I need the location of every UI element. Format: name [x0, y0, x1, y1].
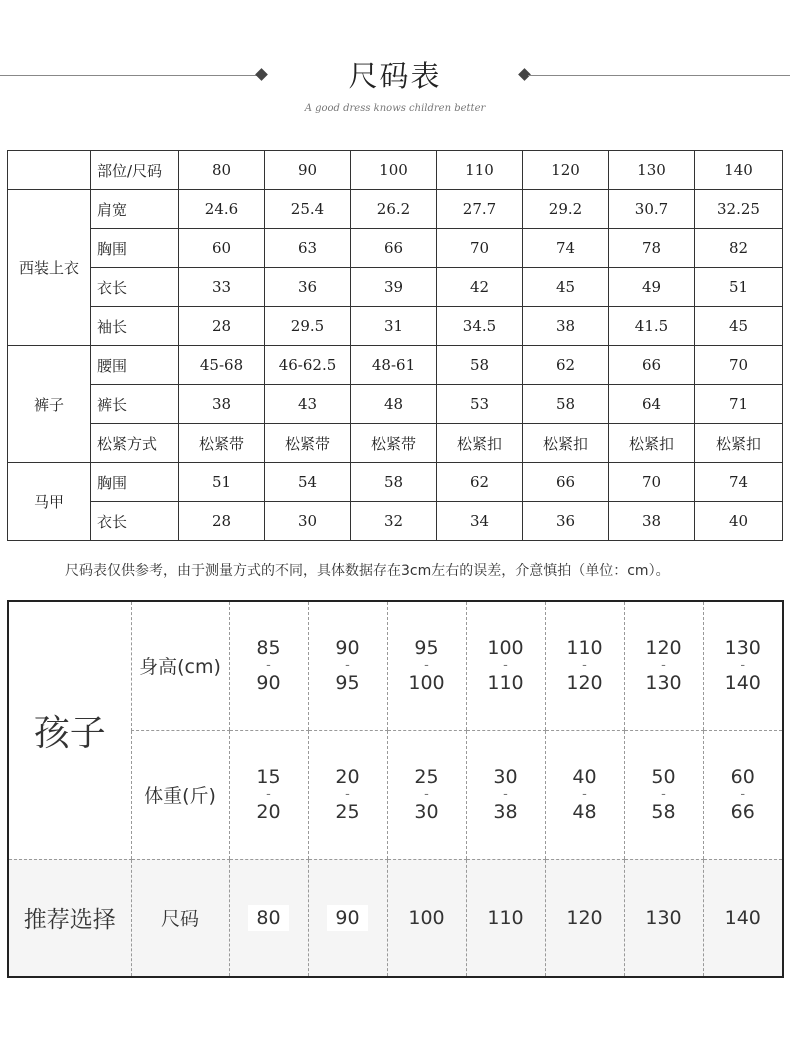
range-start: 130 — [724, 636, 761, 659]
weight-cell — [308, 730, 387, 859]
height-cell — [703, 601, 783, 730]
range-dash: - — [503, 786, 508, 802]
value-cell: 34 — [437, 502, 523, 541]
range-start: 110 — [566, 636, 603, 659]
value-cell: 松紧扣 — [609, 424, 695, 463]
range-start: 90 — [335, 636, 360, 659]
range-end: 30 — [414, 800, 439, 823]
value-cell: 62 — [523, 346, 609, 385]
value-cell: 66 — [609, 346, 695, 385]
value-cell: 松紧扣 — [695, 424, 783, 463]
value-cell: 松紧带 — [351, 424, 437, 463]
value-cell: 松紧带 — [265, 424, 351, 463]
value-cell: 31 — [351, 307, 437, 346]
value-cell: 38 — [523, 307, 609, 346]
weight-cell — [466, 730, 545, 859]
value-cell: 27.7 — [437, 190, 523, 229]
range-start: 40 — [572, 765, 597, 788]
size-table — [7, 150, 783, 541]
value-cell: 24.6 — [179, 190, 265, 229]
value-cell: 32.25 — [695, 190, 783, 229]
value-cell: 29.2 — [523, 190, 609, 229]
value-cell: 26.2 — [351, 190, 437, 229]
size-note: 尺码表仅供参考，由于测量方式的不同，具体数据存在3cm左右的误差，介意慎拍（单位：cm）。 — [65, 563, 670, 579]
range-dash: - — [345, 786, 350, 802]
value-cell: 28 — [179, 502, 265, 541]
value-cell: 71 — [695, 385, 783, 424]
range-start: 25 — [414, 765, 439, 788]
range-start: 20 — [335, 765, 360, 788]
value-cell: 松紧带 — [179, 424, 265, 463]
size-header-cell: 130 — [609, 151, 695, 190]
kid-label: 孩子 — [8, 601, 131, 859]
value-cell: 58 — [437, 346, 523, 385]
value-cell: 28 — [179, 307, 265, 346]
value-cell: 58 — [523, 385, 609, 424]
value-cell: 74 — [695, 463, 783, 502]
height-cell — [624, 601, 703, 730]
value-cell: 29.5 — [265, 307, 351, 346]
range-dash: - — [740, 657, 746, 673]
weight-cell — [624, 730, 703, 859]
row-label: 衣长 — [91, 502, 179, 541]
page-subtitle: A good dress knows children better — [304, 103, 486, 114]
size-header-cell: 140 — [695, 151, 783, 190]
value-cell: 70 — [695, 346, 783, 385]
range-end: 120 — [566, 671, 603, 694]
height-cell — [545, 601, 624, 730]
range-end: 140 — [724, 671, 761, 694]
range-end: 95 — [335, 671, 360, 694]
value-cell: 25.4 — [265, 190, 351, 229]
group-label: 裤子 — [8, 346, 91, 463]
range-dash: - — [503, 657, 508, 673]
value-cell: 36 — [523, 502, 609, 541]
size-header-cell: 90 — [265, 151, 351, 190]
range-end: 100 — [408, 671, 445, 694]
value-cell: 45 — [695, 307, 783, 346]
value-cell: 51 — [179, 463, 265, 502]
value-cell: 39 — [351, 268, 437, 307]
value-cell: 66 — [351, 229, 437, 268]
value-cell: 42 — [437, 268, 523, 307]
group-label: 西装上衣 — [8, 190, 91, 346]
range-end: 130 — [645, 671, 682, 694]
value-cell: 48 — [351, 385, 437, 424]
recommend-size-cell — [466, 859, 545, 977]
value-cell: 53 — [437, 385, 523, 424]
height-row — [8, 601, 783, 730]
recommend-size-cell — [545, 859, 624, 977]
range-start: 50 — [651, 765, 676, 788]
value-cell: 48-61 — [351, 346, 437, 385]
size-table-row — [8, 190, 783, 229]
recommend-size-value: 90 — [327, 905, 367, 931]
value-cell: 82 — [695, 229, 783, 268]
value-cell: 41.5 — [609, 307, 695, 346]
weight-cell — [229, 730, 308, 859]
size-table-row — [8, 229, 783, 268]
recommend-size-value: 140 — [724, 906, 761, 929]
range-dash: - — [424, 786, 429, 802]
size-header-cell: 110 — [437, 151, 523, 190]
range-start: 100 — [487, 636, 524, 659]
value-cell: 46-62.5 — [265, 346, 351, 385]
size-table-row — [8, 346, 783, 385]
range-end: 66 — [730, 800, 755, 823]
header-line-right — [528, 75, 790, 76]
range-start: 120 — [645, 636, 682, 659]
recommend-size-cell — [624, 859, 703, 977]
range-start: 60 — [730, 765, 755, 788]
range-end: 90 — [256, 671, 281, 694]
range-dash: - — [582, 786, 587, 802]
size-header-cell: 120 — [523, 151, 609, 190]
value-cell: 54 — [265, 463, 351, 502]
value-cell: 45 — [523, 268, 609, 307]
row-label: 衣长 — [91, 268, 179, 307]
range-dash: - — [661, 657, 666, 673]
range-start: 15 — [256, 765, 281, 788]
size-header-cell: 100 — [351, 151, 437, 190]
height-label: 身高(cm) — [131, 601, 229, 730]
range-dash: - — [345, 657, 350, 673]
range-end: 25 — [335, 800, 360, 823]
value-cell: 32 — [351, 502, 437, 541]
row-label: 裤长 — [91, 385, 179, 424]
row-label: 肩宽 — [91, 190, 179, 229]
value-cell: 30 — [265, 502, 351, 541]
value-cell: 51 — [695, 268, 783, 307]
size-table-row — [8, 502, 783, 541]
range-dash: - — [424, 657, 429, 673]
value-cell: 36 — [265, 268, 351, 307]
value-cell: 30.7 — [609, 190, 695, 229]
value-cell: 45-68 — [179, 346, 265, 385]
size-table-row — [8, 385, 783, 424]
height-cell — [466, 601, 545, 730]
value-cell: 松紧扣 — [437, 424, 523, 463]
weight-cell — [703, 730, 783, 859]
range-dash: - — [740, 786, 746, 802]
value-cell: 64 — [609, 385, 695, 424]
size-table-header-row — [8, 151, 783, 190]
weight-cell — [387, 730, 466, 859]
row-label: 松紧方式 — [91, 424, 179, 463]
value-cell: 40 — [695, 502, 783, 541]
range-start: 30 — [493, 765, 518, 788]
recommend-label: 推荐选择 — [8, 859, 131, 977]
recommend-size-cell — [703, 859, 783, 977]
value-cell: 34.5 — [437, 307, 523, 346]
size-label: 尺码 — [131, 859, 229, 977]
page-title: 尺码表 — [348, 59, 442, 93]
value-cell: 松紧扣 — [523, 424, 609, 463]
range-dash: - — [582, 657, 587, 673]
range-dash: - — [266, 657, 271, 673]
value-cell: 63 — [265, 229, 351, 268]
group-label: 马甲 — [8, 463, 91, 541]
value-cell: 66 — [523, 463, 609, 502]
row-label: 胸围 — [91, 229, 179, 268]
recommend-size-value: 100 — [408, 906, 445, 929]
size-header-cell: 80 — [179, 151, 265, 190]
weight-cell — [545, 730, 624, 859]
range-end: 38 — [493, 800, 518, 823]
value-cell: 70 — [609, 463, 695, 502]
range-dash: - — [661, 786, 666, 802]
recommend-size-value: 120 — [566, 906, 603, 929]
range-start: 95 — [414, 636, 439, 659]
value-cell: 38 — [609, 502, 695, 541]
value-cell: 70 — [437, 229, 523, 268]
row-label: 袖长 — [91, 307, 179, 346]
range-dash: - — [266, 786, 271, 802]
size-table-row — [8, 463, 783, 502]
recommend-size-value: 110 — [487, 906, 524, 929]
range-end: 58 — [651, 800, 676, 823]
size-table-row — [8, 424, 783, 463]
recommend-size-cell — [229, 859, 308, 977]
recommend-size-value: 80 — [248, 905, 288, 931]
value-cell: 33 — [179, 268, 265, 307]
size-table-corner-blank — [8, 151, 91, 190]
value-cell: 58 — [351, 463, 437, 502]
recommend-row — [8, 859, 783, 977]
size-table-row — [8, 307, 783, 346]
value-cell: 74 — [523, 229, 609, 268]
value-cell: 49 — [609, 268, 695, 307]
range-start: 85 — [256, 636, 281, 659]
weight-label: 体重(斤) — [131, 730, 229, 859]
row-label: 胸围 — [91, 463, 179, 502]
value-cell: 43 — [265, 385, 351, 424]
range-end: 20 — [256, 800, 281, 823]
height-cell — [308, 601, 387, 730]
size-table-corner-label: 部位/尺码 — [91, 151, 179, 190]
value-cell: 62 — [437, 463, 523, 502]
size-table-row — [8, 268, 783, 307]
value-cell: 60 — [179, 229, 265, 268]
recommend-size-cell — [387, 859, 466, 977]
range-end: 110 — [487, 671, 524, 694]
height-cell — [387, 601, 466, 730]
range-end: 48 — [572, 800, 597, 823]
recommend-size-cell — [308, 859, 387, 977]
kid-size-table — [7, 600, 784, 978]
height-cell — [229, 601, 308, 730]
value-cell: 78 — [609, 229, 695, 268]
row-label: 腰围 — [91, 346, 179, 385]
recommend-size-value: 130 — [645, 906, 682, 929]
value-cell: 38 — [179, 385, 265, 424]
